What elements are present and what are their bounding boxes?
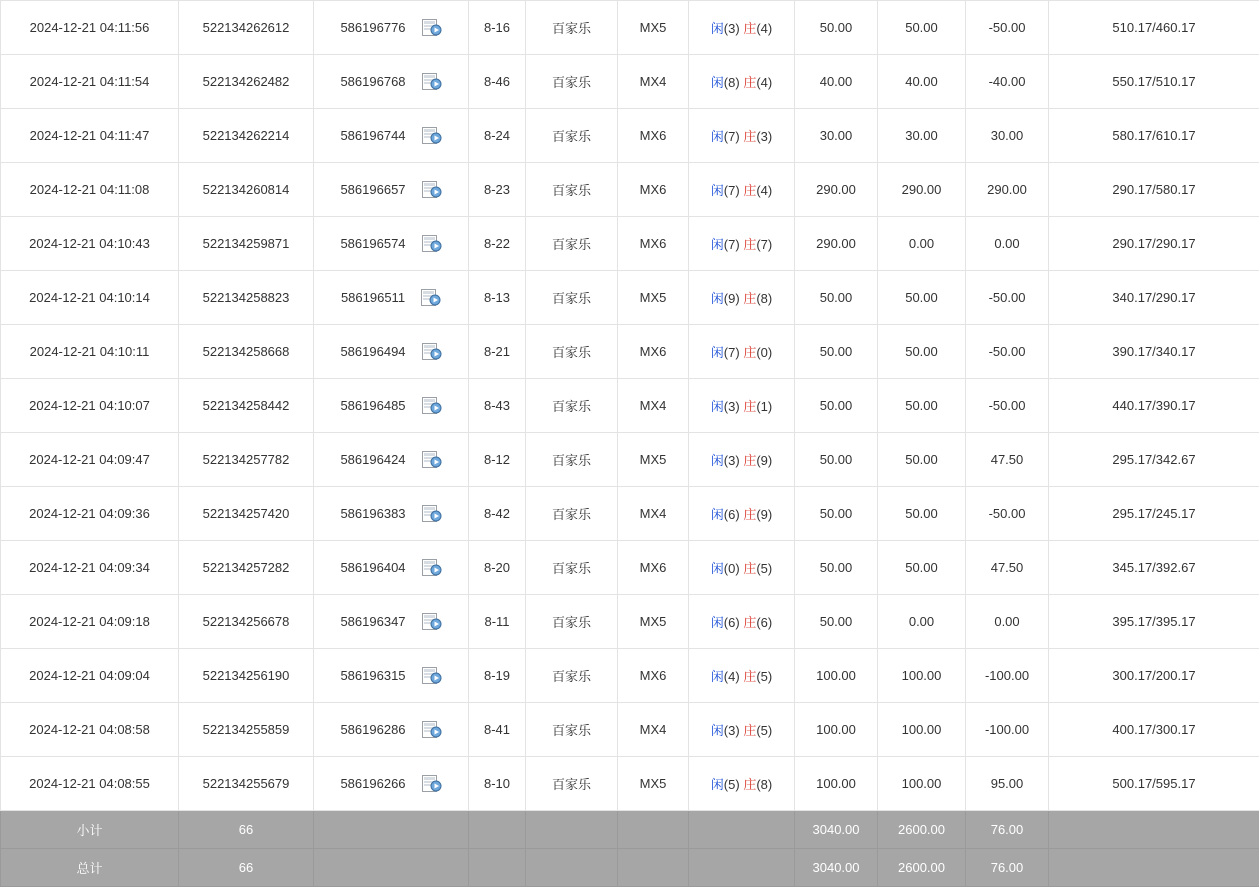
cell-time: 2024-12-21 04:08:55 <box>1 757 179 811</box>
cell-order-no: 522134256190 <box>179 649 314 703</box>
cell-dealer: MX4 <box>618 703 689 757</box>
player-bet-number: (4) <box>724 669 740 684</box>
banker-bet-label: 庄 <box>743 75 756 90</box>
cell-profit: -50.00 <box>966 379 1049 433</box>
cell-round-no <box>314 163 469 217</box>
cell-table-no: 8-43 <box>469 379 526 433</box>
summary-blank-game <box>526 811 618 849</box>
round-no-text: 586196494 <box>340 344 405 359</box>
cell-order-no: 522134257282 <box>179 541 314 595</box>
cell-balance: 340.17/290.17 <box>1049 271 1259 325</box>
cell-bet-amount: 50.00 <box>795 1 878 55</box>
cell-order-no: 522134255679 <box>179 757 314 811</box>
banker-bet-label: 庄 <box>743 237 756 252</box>
summary-blank-round <box>314 849 469 887</box>
cell-dealer: MX6 <box>618 325 689 379</box>
cell-round-no <box>314 271 469 325</box>
round-no-text: 586196347 <box>340 614 405 629</box>
cell-bet-content <box>689 379 795 433</box>
cell-round-no <box>314 109 469 163</box>
cell-time: 2024-12-21 04:09:18 <box>1 595 179 649</box>
cell-time: 2024-12-21 04:10:14 <box>1 271 179 325</box>
player-bet-label: 闲 <box>711 561 724 576</box>
player-bet-number: (8) <box>724 75 740 90</box>
cell-game: 百家乐 <box>526 379 618 433</box>
player-bet-number: (7) <box>724 129 740 144</box>
cell-order-no: 522134257782 <box>179 433 314 487</box>
round-no-text: 586196485 <box>340 398 405 413</box>
summary-label: 小计 <box>1 811 179 849</box>
banker-bet-number: (5) <box>756 561 772 576</box>
cell-game: 百家乐 <box>526 325 618 379</box>
banker-bet-label: 庄 <box>743 21 756 36</box>
cell-time: 2024-12-21 04:11:47 <box>1 109 179 163</box>
round-no-text: 586196776 <box>340 20 405 35</box>
summary-count: 66 <box>179 811 314 849</box>
cell-table-no: 8-20 <box>469 541 526 595</box>
banker-bet-label: 庄 <box>743 183 756 198</box>
summary-row <box>1 849 1259 887</box>
summary-blank-content <box>689 811 795 849</box>
summary-blank-dealer <box>618 811 689 849</box>
cell-table-no: 8-42 <box>469 487 526 541</box>
cell-game: 百家乐 <box>526 271 618 325</box>
cell-profit: -50.00 <box>966 487 1049 541</box>
cell-bet-amount: 100.00 <box>795 757 878 811</box>
summary-label: 总计 <box>1 849 179 887</box>
cell-round-no <box>314 541 469 595</box>
summary-blank-dealer <box>618 849 689 887</box>
player-bet-label: 闲 <box>711 129 724 144</box>
round-no-text: 586196286 <box>340 722 405 737</box>
video-replay-icon[interactable] <box>422 451 442 468</box>
round-no-text: 586196383 <box>340 506 405 521</box>
video-replay-icon[interactable] <box>422 397 442 414</box>
cell-table-no: 8-16 <box>469 1 526 55</box>
cell-bet-content <box>689 163 795 217</box>
cell-bet-content <box>689 541 795 595</box>
cell-dealer: MX5 <box>618 595 689 649</box>
cell-round-no <box>314 649 469 703</box>
cell-round-no <box>314 595 469 649</box>
banker-bet-label: 庄 <box>743 291 756 306</box>
table-row[interactable] <box>1 703 1259 757</box>
player-bet-number: (3) <box>724 453 740 468</box>
cell-balance: 300.17/200.17 <box>1049 649 1259 703</box>
cell-bet-amount: 50.00 <box>795 541 878 595</box>
cell-profit: 30.00 <box>966 109 1049 163</box>
cell-bet-content <box>689 487 795 541</box>
cell-time: 2024-12-21 04:09:47 <box>1 433 179 487</box>
cell-game: 百家乐 <box>526 649 618 703</box>
cell-bet-amount: 100.00 <box>795 703 878 757</box>
table-row[interactable] <box>1 55 1259 109</box>
cell-time: 2024-12-21 04:09:36 <box>1 487 179 541</box>
cell-table-no: 8-11 <box>469 595 526 649</box>
cell-balance: 395.17/395.17 <box>1049 595 1259 649</box>
cell-game: 百家乐 <box>526 433 618 487</box>
player-bet-label: 闲 <box>711 615 724 630</box>
cell-time: 2024-12-21 04:10:43 <box>1 217 179 271</box>
cell-bet-amount: 30.00 <box>795 109 878 163</box>
round-no-text: 586196511 <box>341 290 405 305</box>
cell-bet-content <box>689 217 795 271</box>
video-replay-icon[interactable] <box>422 19 442 36</box>
cell-dealer: MX5 <box>618 433 689 487</box>
cell-valid-amount: 100.00 <box>878 757 966 811</box>
banker-bet-label: 庄 <box>743 669 756 684</box>
cell-dealer: MX6 <box>618 217 689 271</box>
banker-bet-number: (7) <box>756 237 772 252</box>
cell-game: 百家乐 <box>526 757 618 811</box>
player-bet-label: 闲 <box>711 399 724 414</box>
video-replay-icon[interactable] <box>422 127 442 144</box>
table-row[interactable] <box>1 595 1259 649</box>
round-no-text: 586196266 <box>340 776 405 791</box>
cell-time: 2024-12-21 04:10:11 <box>1 325 179 379</box>
cell-time: 2024-12-21 04:11:08 <box>1 163 179 217</box>
player-bet-label: 闲 <box>711 723 724 738</box>
cell-round-no <box>314 1 469 55</box>
video-replay-icon[interactable] <box>422 613 442 630</box>
cell-valid-amount: 30.00 <box>878 109 966 163</box>
banker-bet-label: 庄 <box>743 561 756 576</box>
round-no-text: 586196315 <box>340 668 405 683</box>
cell-balance: 400.17/300.17 <box>1049 703 1259 757</box>
player-bet-number: (3) <box>724 399 740 414</box>
cell-dealer: MX6 <box>618 541 689 595</box>
cell-profit: 0.00 <box>966 217 1049 271</box>
cell-round-no <box>314 433 469 487</box>
cell-table-no: 8-19 <box>469 649 526 703</box>
banker-bet-number: (6) <box>756 615 772 630</box>
table-row[interactable] <box>1 1 1259 55</box>
round-no-text: 586196424 <box>340 452 405 467</box>
cell-order-no: 522134258442 <box>179 379 314 433</box>
video-replay-icon[interactable] <box>422 73 442 90</box>
cell-game: 百家乐 <box>526 541 618 595</box>
video-replay-icon[interactable] <box>422 505 442 522</box>
cell-bet-amount: 50.00 <box>795 379 878 433</box>
cell-order-no: 522134260814 <box>179 163 314 217</box>
table-row[interactable] <box>1 757 1259 811</box>
player-bet-number: (5) <box>724 777 740 792</box>
cell-dealer: MX6 <box>618 163 689 217</box>
cell-dealer: MX6 <box>618 109 689 163</box>
cell-round-no <box>314 55 469 109</box>
cell-bet-content <box>689 703 795 757</box>
summary-blank-balance <box>1049 849 1259 887</box>
cell-round-no <box>314 757 469 811</box>
cell-bet-content <box>689 271 795 325</box>
cell-bet-content <box>689 595 795 649</box>
cell-table-no: 8-46 <box>469 55 526 109</box>
cell-profit: 0.00 <box>966 595 1049 649</box>
cell-bet-content <box>689 1 795 55</box>
round-no-text: 586196574 <box>340 236 405 251</box>
banker-bet-number: (1) <box>756 399 772 414</box>
cell-bet-content <box>689 109 795 163</box>
player-bet-label: 闲 <box>711 507 724 522</box>
cell-valid-amount: 290.00 <box>878 163 966 217</box>
cell-table-no: 8-21 <box>469 325 526 379</box>
player-bet-number: (7) <box>724 183 740 198</box>
table-row[interactable] <box>1 163 1259 217</box>
cell-dealer: MX4 <box>618 379 689 433</box>
cell-game: 百家乐 <box>526 109 618 163</box>
cell-round-no <box>314 325 469 379</box>
banker-bet-label: 庄 <box>743 615 756 630</box>
cell-round-no <box>314 487 469 541</box>
cell-table-no: 8-24 <box>469 109 526 163</box>
summary-count: 66 <box>179 849 314 887</box>
cell-game: 百家乐 <box>526 487 618 541</box>
cell-balance: 510.17/460.17 <box>1049 1 1259 55</box>
cell-dealer: MX5 <box>618 1 689 55</box>
cell-bet-amount: 290.00 <box>795 217 878 271</box>
banker-bet-label: 庄 <box>743 399 756 414</box>
cell-valid-amount: 50.00 <box>878 541 966 595</box>
player-bet-number: (7) <box>724 237 740 252</box>
cell-time: 2024-12-21 04:08:58 <box>1 703 179 757</box>
cell-valid-amount: 50.00 <box>878 1 966 55</box>
banker-bet-number: (8) <box>756 777 772 792</box>
cell-profit: 95.00 <box>966 757 1049 811</box>
summary-blank-table <box>469 811 526 849</box>
cell-profit: 290.00 <box>966 163 1049 217</box>
banker-bet-number: (5) <box>756 723 772 738</box>
round-no-text: 586196404 <box>340 560 405 575</box>
banker-bet-number: (9) <box>756 507 772 522</box>
player-bet-number: (3) <box>724 21 740 36</box>
video-replay-icon[interactable] <box>422 559 442 576</box>
cell-balance: 295.17/245.17 <box>1049 487 1259 541</box>
video-replay-icon[interactable] <box>422 721 442 738</box>
round-no-text: 586196744 <box>340 128 405 143</box>
video-replay-icon[interactable] <box>422 181 442 198</box>
banker-bet-number: (9) <box>756 453 772 468</box>
cell-balance: 345.17/392.67 <box>1049 541 1259 595</box>
player-bet-number: (7) <box>724 345 740 360</box>
cell-dealer: MX5 <box>618 271 689 325</box>
cell-order-no: 522134258668 <box>179 325 314 379</box>
cell-order-no: 522134255859 <box>179 703 314 757</box>
cell-valid-amount: 50.00 <box>878 325 966 379</box>
cell-table-no: 8-10 <box>469 757 526 811</box>
player-bet-number: (6) <box>724 507 740 522</box>
player-bet-label: 闲 <box>711 75 724 90</box>
cell-order-no: 522134257420 <box>179 487 314 541</box>
cell-round-no <box>314 217 469 271</box>
table-row[interactable] <box>1 325 1259 379</box>
cell-balance: 440.17/390.17 <box>1049 379 1259 433</box>
cell-dealer: MX4 <box>618 487 689 541</box>
banker-bet-number: (0) <box>756 345 772 360</box>
cell-profit: -40.00 <box>966 55 1049 109</box>
cell-bet-amount: 50.00 <box>795 433 878 487</box>
cell-game: 百家乐 <box>526 595 618 649</box>
player-bet-number: (0) <box>724 561 740 576</box>
cell-profit: -50.00 <box>966 1 1049 55</box>
summary-valid-amount: 2600.00 <box>878 849 966 887</box>
player-bet-number: (9) <box>724 291 740 306</box>
cell-bet-content <box>689 649 795 703</box>
summary-blank-content <box>689 849 795 887</box>
cell-game: 百家乐 <box>526 163 618 217</box>
table-row[interactable] <box>1 271 1259 325</box>
cell-game: 百家乐 <box>526 1 618 55</box>
cell-valid-amount: 100.00 <box>878 649 966 703</box>
summary-blank-balance <box>1049 811 1259 849</box>
cell-dealer: MX6 <box>618 649 689 703</box>
summary-blank-table <box>469 849 526 887</box>
cell-bet-amount: 50.00 <box>795 325 878 379</box>
table-row[interactable] <box>1 487 1259 541</box>
round-no-text: 586196657 <box>340 182 405 197</box>
table-row[interactable] <box>1 217 1259 271</box>
cell-valid-amount: 50.00 <box>878 379 966 433</box>
player-bet-label: 闲 <box>711 291 724 306</box>
player-bet-label: 闲 <box>711 453 724 468</box>
cell-balance: 290.17/580.17 <box>1049 163 1259 217</box>
banker-bet-number: (4) <box>756 75 772 90</box>
player-bet-label: 闲 <box>711 345 724 360</box>
cell-bet-amount: 100.00 <box>795 649 878 703</box>
cell-profit: 47.50 <box>966 433 1049 487</box>
cell-valid-amount: 0.00 <box>878 595 966 649</box>
cell-bet-amount: 40.00 <box>795 55 878 109</box>
cell-order-no: 522134256678 <box>179 595 314 649</box>
cell-bet-amount: 50.00 <box>795 271 878 325</box>
banker-bet-label: 庄 <box>743 453 756 468</box>
table-row[interactable] <box>1 379 1259 433</box>
cell-game: 百家乐 <box>526 703 618 757</box>
player-bet-label: 闲 <box>711 183 724 198</box>
cell-order-no: 522134262214 <box>179 109 314 163</box>
video-replay-icon[interactable] <box>422 235 442 252</box>
cell-profit: 47.50 <box>966 541 1049 595</box>
summary-valid-amount: 2600.00 <box>878 811 966 849</box>
banker-bet-number: (5) <box>756 669 772 684</box>
cell-profit: -100.00 <box>966 649 1049 703</box>
summary-blank-game <box>526 849 618 887</box>
table-row[interactable] <box>1 649 1259 703</box>
cell-profit: -50.00 <box>966 271 1049 325</box>
cell-order-no: 522134262482 <box>179 55 314 109</box>
player-bet-label: 闲 <box>711 777 724 792</box>
cell-order-no: 522134262612 <box>179 1 314 55</box>
cell-balance: 500.17/595.17 <box>1049 757 1259 811</box>
cell-time: 2024-12-21 04:09:04 <box>1 649 179 703</box>
player-bet-label: 闲 <box>711 21 724 36</box>
cell-profit: -100.00 <box>966 703 1049 757</box>
cell-order-no: 522134259871 <box>179 217 314 271</box>
cell-valid-amount: 100.00 <box>878 703 966 757</box>
cell-profit: -50.00 <box>966 325 1049 379</box>
cell-round-no <box>314 379 469 433</box>
cell-bet-amount: 50.00 <box>795 487 878 541</box>
round-no-text: 586196768 <box>340 74 405 89</box>
banker-bet-number: (8) <box>756 291 772 306</box>
player-bet-number: (3) <box>724 723 740 738</box>
cell-bet-amount: 290.00 <box>795 163 878 217</box>
video-replay-icon[interactable] <box>422 775 442 792</box>
cell-time: 2024-12-21 04:11:54 <box>1 55 179 109</box>
bet-history-body <box>1 1 1259 887</box>
cell-time: 2024-12-21 04:10:07 <box>1 379 179 433</box>
cell-time: 2024-12-21 04:11:56 <box>1 1 179 55</box>
banker-bet-label: 庄 <box>743 345 756 360</box>
cell-dealer: MX5 <box>618 757 689 811</box>
table-row[interactable] <box>1 541 1259 595</box>
banker-bet-number: (3) <box>756 129 772 144</box>
player-bet-label: 闲 <box>711 237 724 252</box>
cell-dealer: MX4 <box>618 55 689 109</box>
cell-balance: 390.17/340.17 <box>1049 325 1259 379</box>
cell-valid-amount: 50.00 <box>878 487 966 541</box>
cell-table-no: 8-12 <box>469 433 526 487</box>
cell-table-no: 8-22 <box>469 217 526 271</box>
summary-profit: 76.00 <box>966 849 1049 887</box>
cell-bet-content <box>689 55 795 109</box>
summary-row <box>1 811 1259 849</box>
cell-game: 百家乐 <box>526 217 618 271</box>
player-bet-label: 闲 <box>711 669 724 684</box>
summary-profit: 76.00 <box>966 811 1049 849</box>
banker-bet-label: 庄 <box>743 129 756 144</box>
banker-bet-number: (4) <box>756 183 772 198</box>
cell-valid-amount: 50.00 <box>878 271 966 325</box>
summary-blank-round <box>314 811 469 849</box>
video-replay-icon[interactable] <box>422 667 442 684</box>
cell-table-no: 8-41 <box>469 703 526 757</box>
cell-bet-content <box>689 757 795 811</box>
banker-bet-label: 庄 <box>743 723 756 738</box>
cell-balance: 290.17/290.17 <box>1049 217 1259 271</box>
cell-table-no: 8-13 <box>469 271 526 325</box>
cell-balance: 580.17/610.17 <box>1049 109 1259 163</box>
cell-table-no: 8-23 <box>469 163 526 217</box>
cell-balance: 550.17/510.17 <box>1049 55 1259 109</box>
cell-time: 2024-12-21 04:09:34 <box>1 541 179 595</box>
cell-bet-amount: 50.00 <box>795 595 878 649</box>
summary-bet-amount: 3040.00 <box>795 811 878 849</box>
cell-bet-content <box>689 433 795 487</box>
cell-valid-amount: 40.00 <box>878 55 966 109</box>
banker-bet-label: 庄 <box>743 777 756 792</box>
player-bet-number: (6) <box>724 615 740 630</box>
cell-valid-amount: 0.00 <box>878 217 966 271</box>
cell-round-no <box>314 703 469 757</box>
cell-game: 百家乐 <box>526 55 618 109</box>
cell-bet-content <box>689 325 795 379</box>
summary-bet-amount: 3040.00 <box>795 849 878 887</box>
table-row[interactable] <box>1 433 1259 487</box>
cell-valid-amount: 50.00 <box>878 433 966 487</box>
video-replay-icon[interactable] <box>421 289 441 306</box>
cell-order-no: 522134258823 <box>179 271 314 325</box>
video-replay-icon[interactable] <box>422 343 442 360</box>
banker-bet-number: (4) <box>756 21 772 36</box>
cell-balance: 295.17/342.67 <box>1049 433 1259 487</box>
banker-bet-label: 庄 <box>743 507 756 522</box>
table-row[interactable] <box>1 109 1259 163</box>
